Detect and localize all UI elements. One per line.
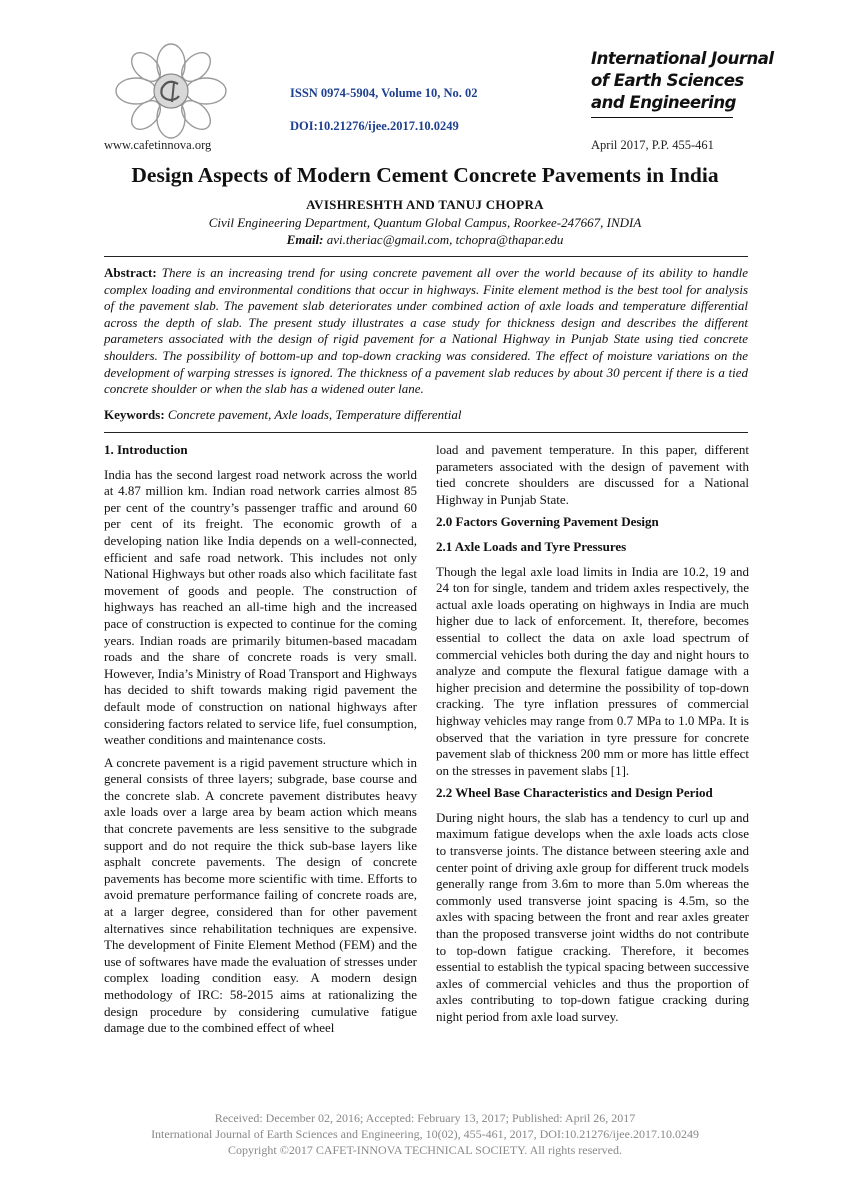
subsection-heading-axle-loads: 2.1 Axle Loads and Tyre Pressures bbox=[436, 538, 627, 554]
website-link[interactable]: www.cafetinnova.org bbox=[104, 138, 212, 152]
keywords bbox=[104, 407, 461, 423]
divider-top bbox=[104, 256, 748, 257]
paragraph: A concrete pavement is a rigid pavement structure which in general consists of three layers; subgrade, base course and the concrete slab. A concrete pavement distributes heavy axle loads over a large area by beam action which means that concrete pavements are less sensitive to the subgrade support and do not require the thick sub-base layers like asphalt concrete pavements. The design of concrete pavements has become more scientific with time. Efforts to avoid premature performance failing of concrete roads are, at a larger degree, considered than for other pavement alternatives since rehabilitation techniques are expensive. The development of Finite Element Method (FEM) and the use of softwares have made the evaluation of stresses under complex loading condition easy. A modern design methodology of IRC: 58-2015 aims at rationalizing the design procedure by considering cumulative fatigue damage due to the combined effect of wheel bbox=[104, 754, 417, 1036]
email-addresses[interactable]: avi.theriac@gmail.com, tchopra@thapar.edu bbox=[326, 232, 564, 247]
paper-authors: AVISHRESHTH AND TANUJ CHOPRA bbox=[306, 197, 544, 212]
left-column bbox=[104, 442, 417, 1043]
journal-logo bbox=[112, 42, 230, 140]
footer-dates: Received: December 02, 2016; Accepted: February 13, 2017; Published: April 26, 2017 bbox=[214, 1111, 636, 1125]
footer-copyright: Copyright ©2017 CAFET-INNOVA TECHNICAL SOCIETY. All rights reserved. bbox=[228, 1143, 622, 1157]
journal-name bbox=[591, 48, 774, 114]
subsection-heading-wheel-base: 2.2 Wheel Base Characteristics and Design Period bbox=[436, 785, 713, 801]
divider-bottom bbox=[104, 432, 748, 433]
journal-name-line: of Earth Sciences bbox=[591, 71, 744, 90]
journal-name-line: International Journal bbox=[591, 49, 774, 68]
abstract-label: Abstract: bbox=[104, 265, 157, 280]
flower-logo-icon bbox=[112, 42, 230, 140]
journal-name-line: and Engineering bbox=[591, 93, 736, 112]
doi-link[interactable]: DOI:10.21276/ijee.2017.10.0249 bbox=[290, 119, 459, 133]
right-column bbox=[436, 442, 749, 1032]
issue-date-pages: April 2017, P.P. 455-461 bbox=[591, 138, 714, 152]
author-affiliation: Civil Engineering Department, Quantum Global Campus, Roorkee-247667, INDIA bbox=[208, 215, 642, 230]
paragraph: Though the legal axle load limits in India are 10.2, 19 and 24 ton for single, tandem and tridem axles respectively, the actual axle loads operating on highways in India are much higher due to lack of enforcement. It, therefore, becomes essential to collect the data on axle load spectrum of commercial vehicles both during the day and night hours to analyze and compute the flexural fatigue damage with a higher precision and determine the possibility of top-down cracking. The tyre inflation pressures of commercial highway vehicles may range from 0.7 MPa to 1.0 MPa. It is observed that the variation in tyre pressure for concrete pavement slab of thickness 200 mm or more has little effect on the stresses in pavement slabs [1]. bbox=[436, 563, 749, 778]
abstract bbox=[104, 265, 748, 398]
issn-volume: ISSN 0974-5904, Volume 10, No. 02 bbox=[290, 86, 478, 100]
abstract-text: There is an increasing trend for using concrete pavement all over the world because of its ability to handle complex loading and environmental conditions that occur in highways. Finite element method is the best tool for analysis of the pavement slab. The pavement slab deteriorates under combined action of axle loads and temperature differential across the depth of slab. The present study illustrates a case study for thickness design and describes the different parameters associated with the design of rigid pavement for a National Highway in Punjab State using tied concrete shoulders. The possibility of bottom-up and top-down cracking was considered. The effect of moisture variations on the development of warping stresses is ignored. The thickness of a pavement slab reduces by about 30 percent if there is a tied concrete shoulder or when the slab has a widened outer lane. bbox=[104, 265, 748, 397]
keywords-label: Keywords: bbox=[104, 407, 165, 422]
section-heading-factors: 2.0 Factors Governing Pavement Design bbox=[436, 514, 659, 530]
journal-divider bbox=[591, 117, 733, 118]
page-footer bbox=[0, 1110, 850, 1158]
paragraph: During night hours, the slab has a tendency to curl up and maximum fatigue develops when the axle loads acts close to transverse joints. The distance between steering axle and center point of driving axle group for different truck models generally range from 3.6m to more than 5.0m whereas the commonly used transverse joint spacing is 4.5m, so the axles with spacing between the front and rear axles greater than the proposed transverse joint widths do not contribute to top-down fatigue cracking. Therefore, it becomes essential to establish the typical spacing between successive axles of commercial vehicles and thus the proportion of axles contributing to top-down fatigue cracking during night period from axle load survey. bbox=[436, 809, 749, 1024]
paper-title: Design Aspects of Modern Cement Concrete Pavements in India bbox=[131, 163, 719, 187]
section-heading-introduction: 1. Introduction bbox=[104, 442, 188, 457]
paragraph: load and pavement temperature. In this paper, different parameters associated with the design of pavement with tied concrete shoulders are discussed for a National Highway in Punjab State. bbox=[436, 442, 749, 507]
paragraph: India has the second largest road network across the world at 4.87 million km. Indian road network carries almost 85 per cent of the country’s passenger traffic and around 60 per cent of its freight. The economic growth of a developing nation like India depends on a well-connected, efficient and safe road network. This includes not only National Highways but other roads also which facilitate fast movement of goods and people. The construction of highways has reached an all-time high and the increased pace of construction is expected to continue for the coming years. Indian roads are primarily bitumen-based macadam roads and the share of concrete roads is very small. However, India’s Ministry of Road Transport and Highways has decided to shift towards making rigid pavement the default mode of construction on national highways after considering factors related to service life, fuel consumption, weather conditions and maintenance costs. bbox=[104, 466, 417, 748]
email-label: Email: bbox=[286, 232, 324, 247]
keywords-text: Concrete pavement, Axle loads, Temperature differential bbox=[167, 407, 462, 422]
footer-citation: International Journal of Earth Sciences and Engineering, 10(02), 455-461, 2017, DOI:10.21276/ijee.2017.10.0249 bbox=[151, 1127, 699, 1141]
author-emails bbox=[0, 232, 850, 248]
